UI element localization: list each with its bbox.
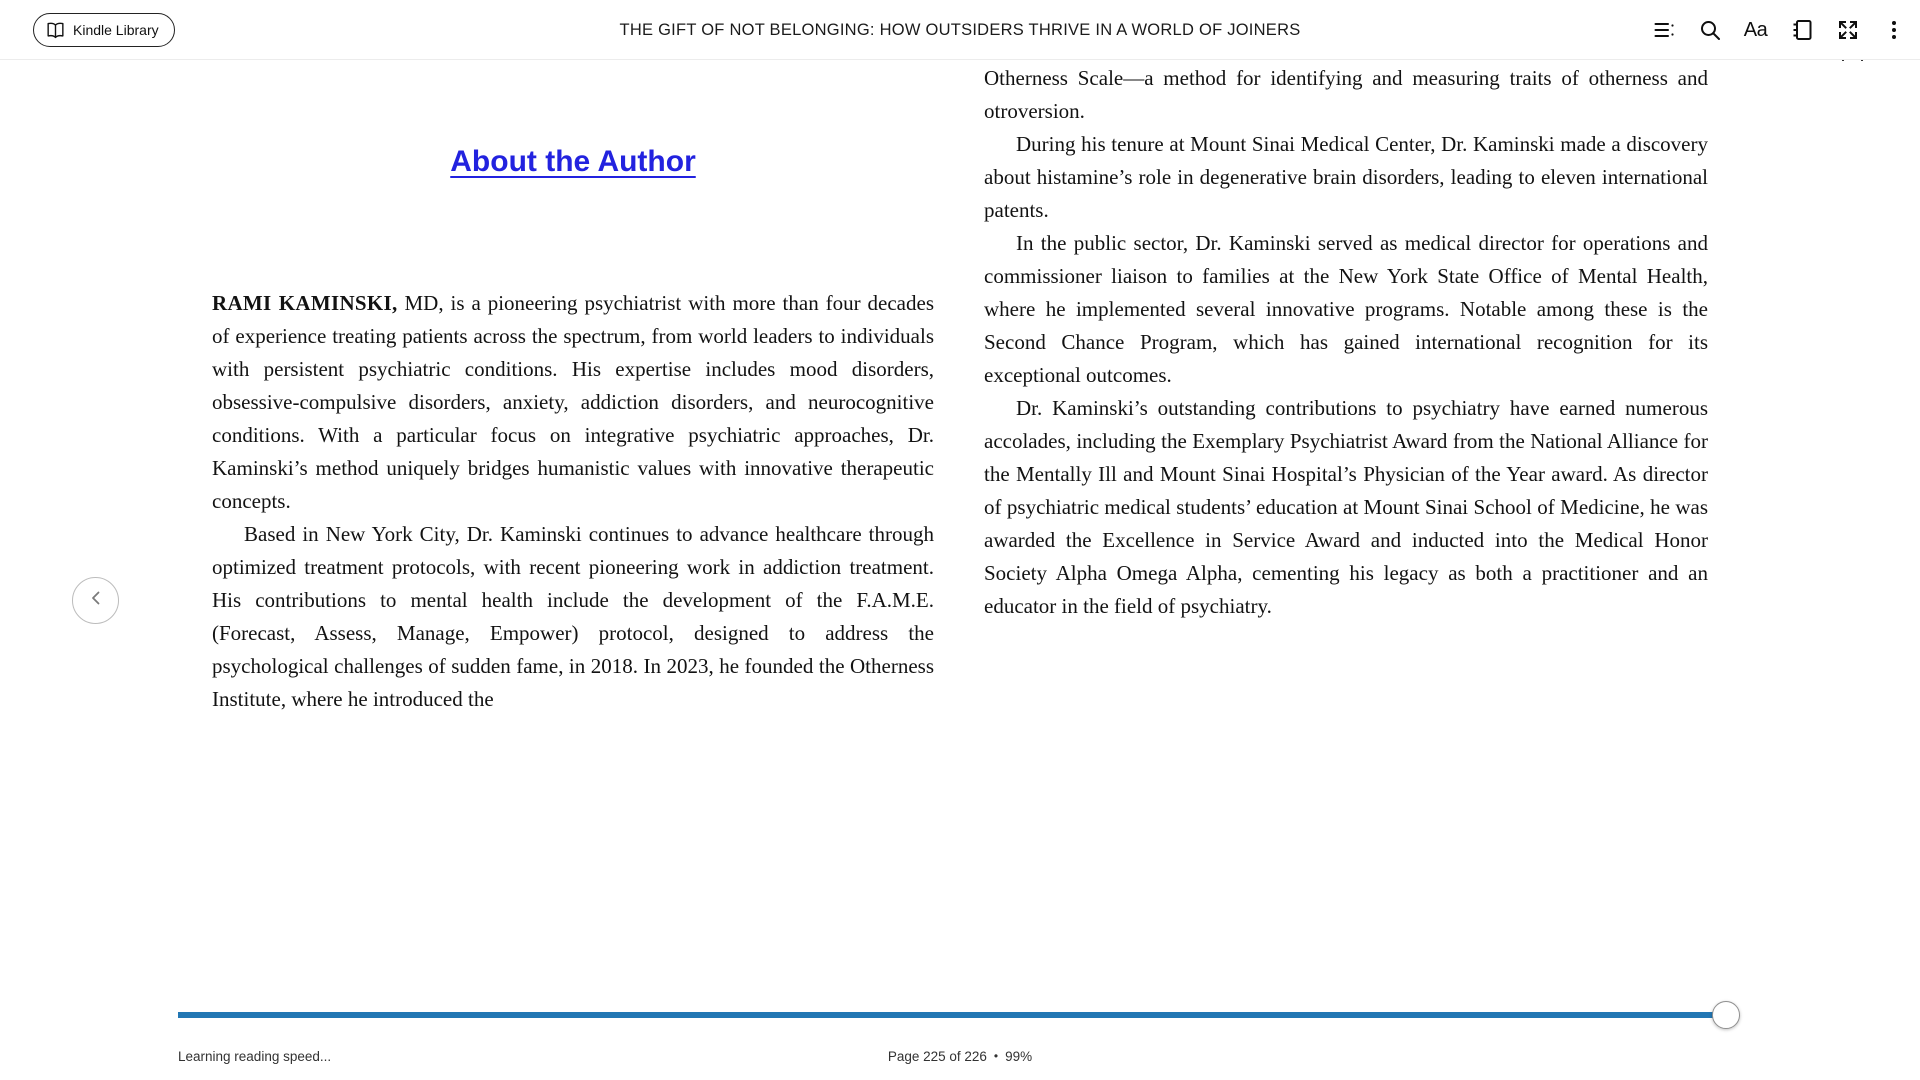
toolbar-icons [1651,0,1906,60]
paragraph: Based in New York City, Dr. Kaminski continues to advance healthcare through optimized treatment protocols, with recent pioneering work in addiction treatment. His contributions to mental health include the development of the F.A.M.E. (Forecast, Assess, Manage, Empower) protocol, designed to address the psychological challenges of sudden fame, in 2018. In 2023, he founded the Otherness Institute, where he introduced the [212,522,934,711]
table-of-contents-icon[interactable] [1651,18,1676,43]
page-position-info [0,1049,1920,1064]
search-icon[interactable] [1697,18,1722,43]
book-title: THE GIFT OF NOT BELONGING: HOW OUTSIDERS THRIVE IN A WORLD OF JOINERS [619,20,1301,39]
paragraph: RAMI KAMINSKI, MD, is a pioneering psychiatrist with more than four decades of experience treating patients across the spectrum, from world leaders to individuals with persistent psychiatric conditions. His expertise includes mood disorders, obsessive-compulsive disorders, anxiety, addiction disorders, and neurocognitive conditions. With a particular focus on integrative psychiatric approaches, Dr. Kaminski’s method uniquely bridges humanistic values with innovative therapeutic concepts. [212,291,934,513]
author-name-lead: RAMI KAMINSKI, [212,291,398,315]
chapter-heading-link[interactable]: About the Author [450,145,696,178]
left-column [212,61,934,716]
kindle-library-label: Kindle Library [73,22,159,38]
reading-progress-slider[interactable] [178,1012,1742,1018]
dot-separator: • [993,1049,999,1063]
chapter-heading [212,145,934,178]
paragraph: During his tenure at Mount Sinai Medical Center, Dr. Kaminski made a discovery about histamine’s role in degenerative brain disorders, leading to eleven international patents. [984,132,1708,222]
fullscreen-icon[interactable] [1835,18,1860,43]
kindle-library-button[interactable] [33,13,175,47]
progress-handle[interactable] [1712,1001,1740,1029]
page-number-label: Page 225 of 226 [887,1049,987,1064]
paragraph: In the public sector, Dr. Kaminski served as medical director for operations and commissioner liaison to families at the New York State Office of Mental Health, where he implemented several innovative programs. Notable among these is the Second Chance Program, which has gained international recognition for its exceptional outcomes. [984,231,1708,387]
font-settings-icon[interactable]: Aa [1743,18,1768,41]
paragraph: Dr. Kaminski’s outstanding contributions to psychiatry have earned numerous accolades, including the Exemplary Psychiatrist Award from the National Alliance for the Mentally Ill and Mount Sinai Hospital’s Physician of the Year award. As director of psychiatric medical students’ education at Mount Sinai School of Medicine, he was awarded the Excellence in Service Award and inducted into the Medical Honor Society Alpha Omega Alpha, cementing his legacy as both a practitioner and an educator in the field of psychiatry. [984,396,1708,618]
notebook-icon[interactable] [1789,18,1814,43]
percent-read-label: 99% [1005,1049,1033,1064]
more-options-icon[interactable] [1881,18,1906,43]
previous-page-button[interactable] [72,577,119,624]
chevron-left-icon [88,590,104,611]
progress-fill [178,1012,1726,1018]
right-column [984,62,1708,623]
paragraph: Otherness Scale—a method for identifying and measuring traits of otherness and otroversion. [984,66,1708,123]
top-toolbar [0,0,1920,60]
reading-speed-status: Learning reading speed... [178,1049,332,1064]
open-book-icon [46,22,65,39]
book-page [0,61,1920,1010]
